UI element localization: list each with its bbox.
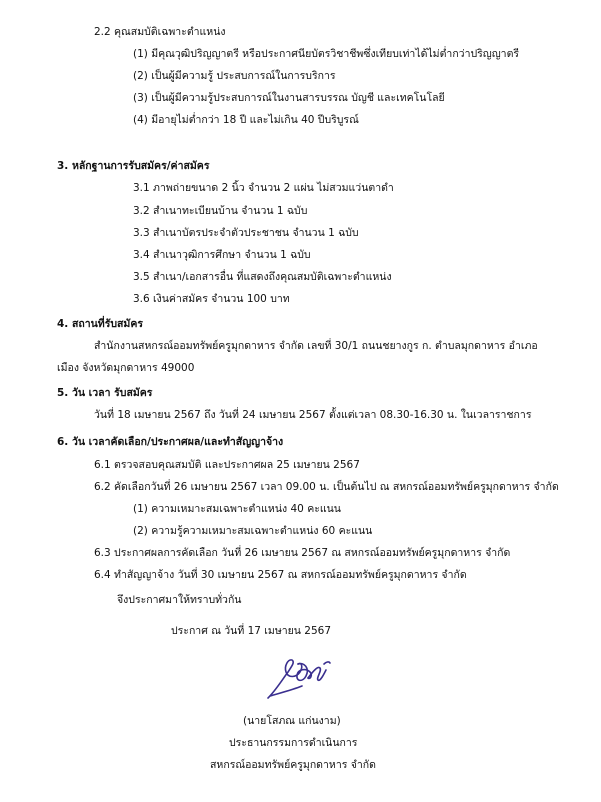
document-item-3-1: 3.1 ภาพถ่ายขนาด 2 นิ้ว จำนวน 2 แผ่น ไม่สวมแว่นตาดำ (133, 182, 394, 194)
signatory-position: ประธานกรรมการดำเนินการ (229, 737, 358, 749)
qualification-item-2: (2) เป็นผู้มีความรู้ ประสบการณ์ในการบริการ (133, 70, 336, 82)
signatory-name: (นายโสภณ แก่นงาม) (243, 715, 341, 727)
handwritten-signature (262, 656, 342, 702)
document-item-3-4: 3.4 สำเนาวุฒิการศึกษา จำนวน 1 ฉบับ (133, 249, 311, 261)
step-6-4: 6.4 ทำสัญญาจ้าง วันที่ 30 เมษายน 2567 ณ สหกรณ์ออมทรัพย์ครูมุกดาหาร จำกัด (94, 569, 467, 581)
score-criterion-2: (2) ความรู้ความเหมาะสมเฉพาะตำแหน่ง 60 คะแนน (133, 525, 373, 537)
closing-announcement: จึงประกาศมาให้ทราบทั่วกัน (117, 594, 242, 606)
application-venue-line-1: สำนักงานสหกรณ์ออมทรัพย์ครูมุกดาหาร จำกัด เลขที่ 30/1 ถนนชยางกูร ก. ตำบลมุกดาหาร อำเภอ (94, 340, 538, 352)
section-5-heading: 5. วัน เวลา รับสมัคร (57, 387, 153, 399)
step-6-2: 6.2 คัดเลือกวันที่ 26 เมษายน 2567 เวลา 09.00 น. เป็นต้นไป ณ สหกรณ์ออมทรัพย์ครูมุกดาหาร จำกัด (94, 481, 559, 493)
qualification-item-1: (1) มีคุณวุฒิปริญญาตรี หรือประกาศนียบัตรวิชาชีพซึ่งเทียบเท่าได้ไม่ต่ำกว่าปริญญาตรี (133, 48, 520, 60)
document-item-3-5: 3.5 สำเนา/เอกสารอื่น ที่แสดงถึงคุณสมบัติเฉพาะตำแหน่ง (133, 271, 392, 283)
application-period: วันที่ 18 เมษายน 2567 ถึง วันที่ 24 เมษายน 2567 ตั้งแต่เวลา 08.30-16.30 น. ในเวลาราชการ (94, 409, 532, 421)
step-6-3: 6.3 ประกาศผลการคัดเลือก วันที่ 26 เมษายน 2567 ณ สหกรณ์ออมทรัพย์ครูมุกดาหาร จำกัด (94, 547, 511, 559)
step-6-1: 6.1 ตรวจสอบคุณสมบัติ และประกาศผล 25 เมษายน 2567 (94, 459, 360, 471)
signatory-organization: สหกรณ์ออมทรัพย์ครูมุกดาหาร จำกัด (210, 759, 376, 771)
qualification-item-4: (4) มีอายุไม่ต่ำกว่า 18 ปี และไม่เกิน 40 ปีบริบูรณ์ (133, 114, 359, 126)
qualification-item-3: (3) เป็นผู้มีความรู้ประสบการณ์ในงานสารบรรณ บัญชี และเทคโนโลยี (133, 92, 445, 104)
section-6-heading: 6. วัน เวลาคัดเลือก/ประกาศผล/และทำสัญญาจ้าง (57, 436, 284, 448)
document-item-3-6: 3.6 เงินค่าสมัคร จำนวน 100 บาท (133, 293, 290, 305)
document-item-3-2: 3.2 สำเนาทะเบียนบ้าน จำนวน 1 ฉบับ (133, 205, 308, 217)
score-criterion-1: (1) ความเหมาะสมเฉพาะตำแหน่ง 40 คะแนน (133, 503, 341, 515)
section-3-heading: 3. หลักฐานการรับสมัคร/ค่าสมัคร (57, 160, 210, 172)
section-2-2-title: 2.2 คุณสมบัติเฉพาะตำแหน่ง (94, 26, 226, 38)
application-venue-line-2: เมือง จังหวัดมุกดาหาร 49000 (57, 362, 195, 374)
section-4-heading: 4. สถานที่รับสมัคร (57, 318, 144, 330)
announcement-date: ประกาศ ณ วันที่ 17 เมษายน 2567 (171, 625, 332, 637)
document-item-3-3: 3.3 สำเนาบัตรประจำตัวประชาชน จำนวน 1 ฉบับ (133, 227, 359, 239)
